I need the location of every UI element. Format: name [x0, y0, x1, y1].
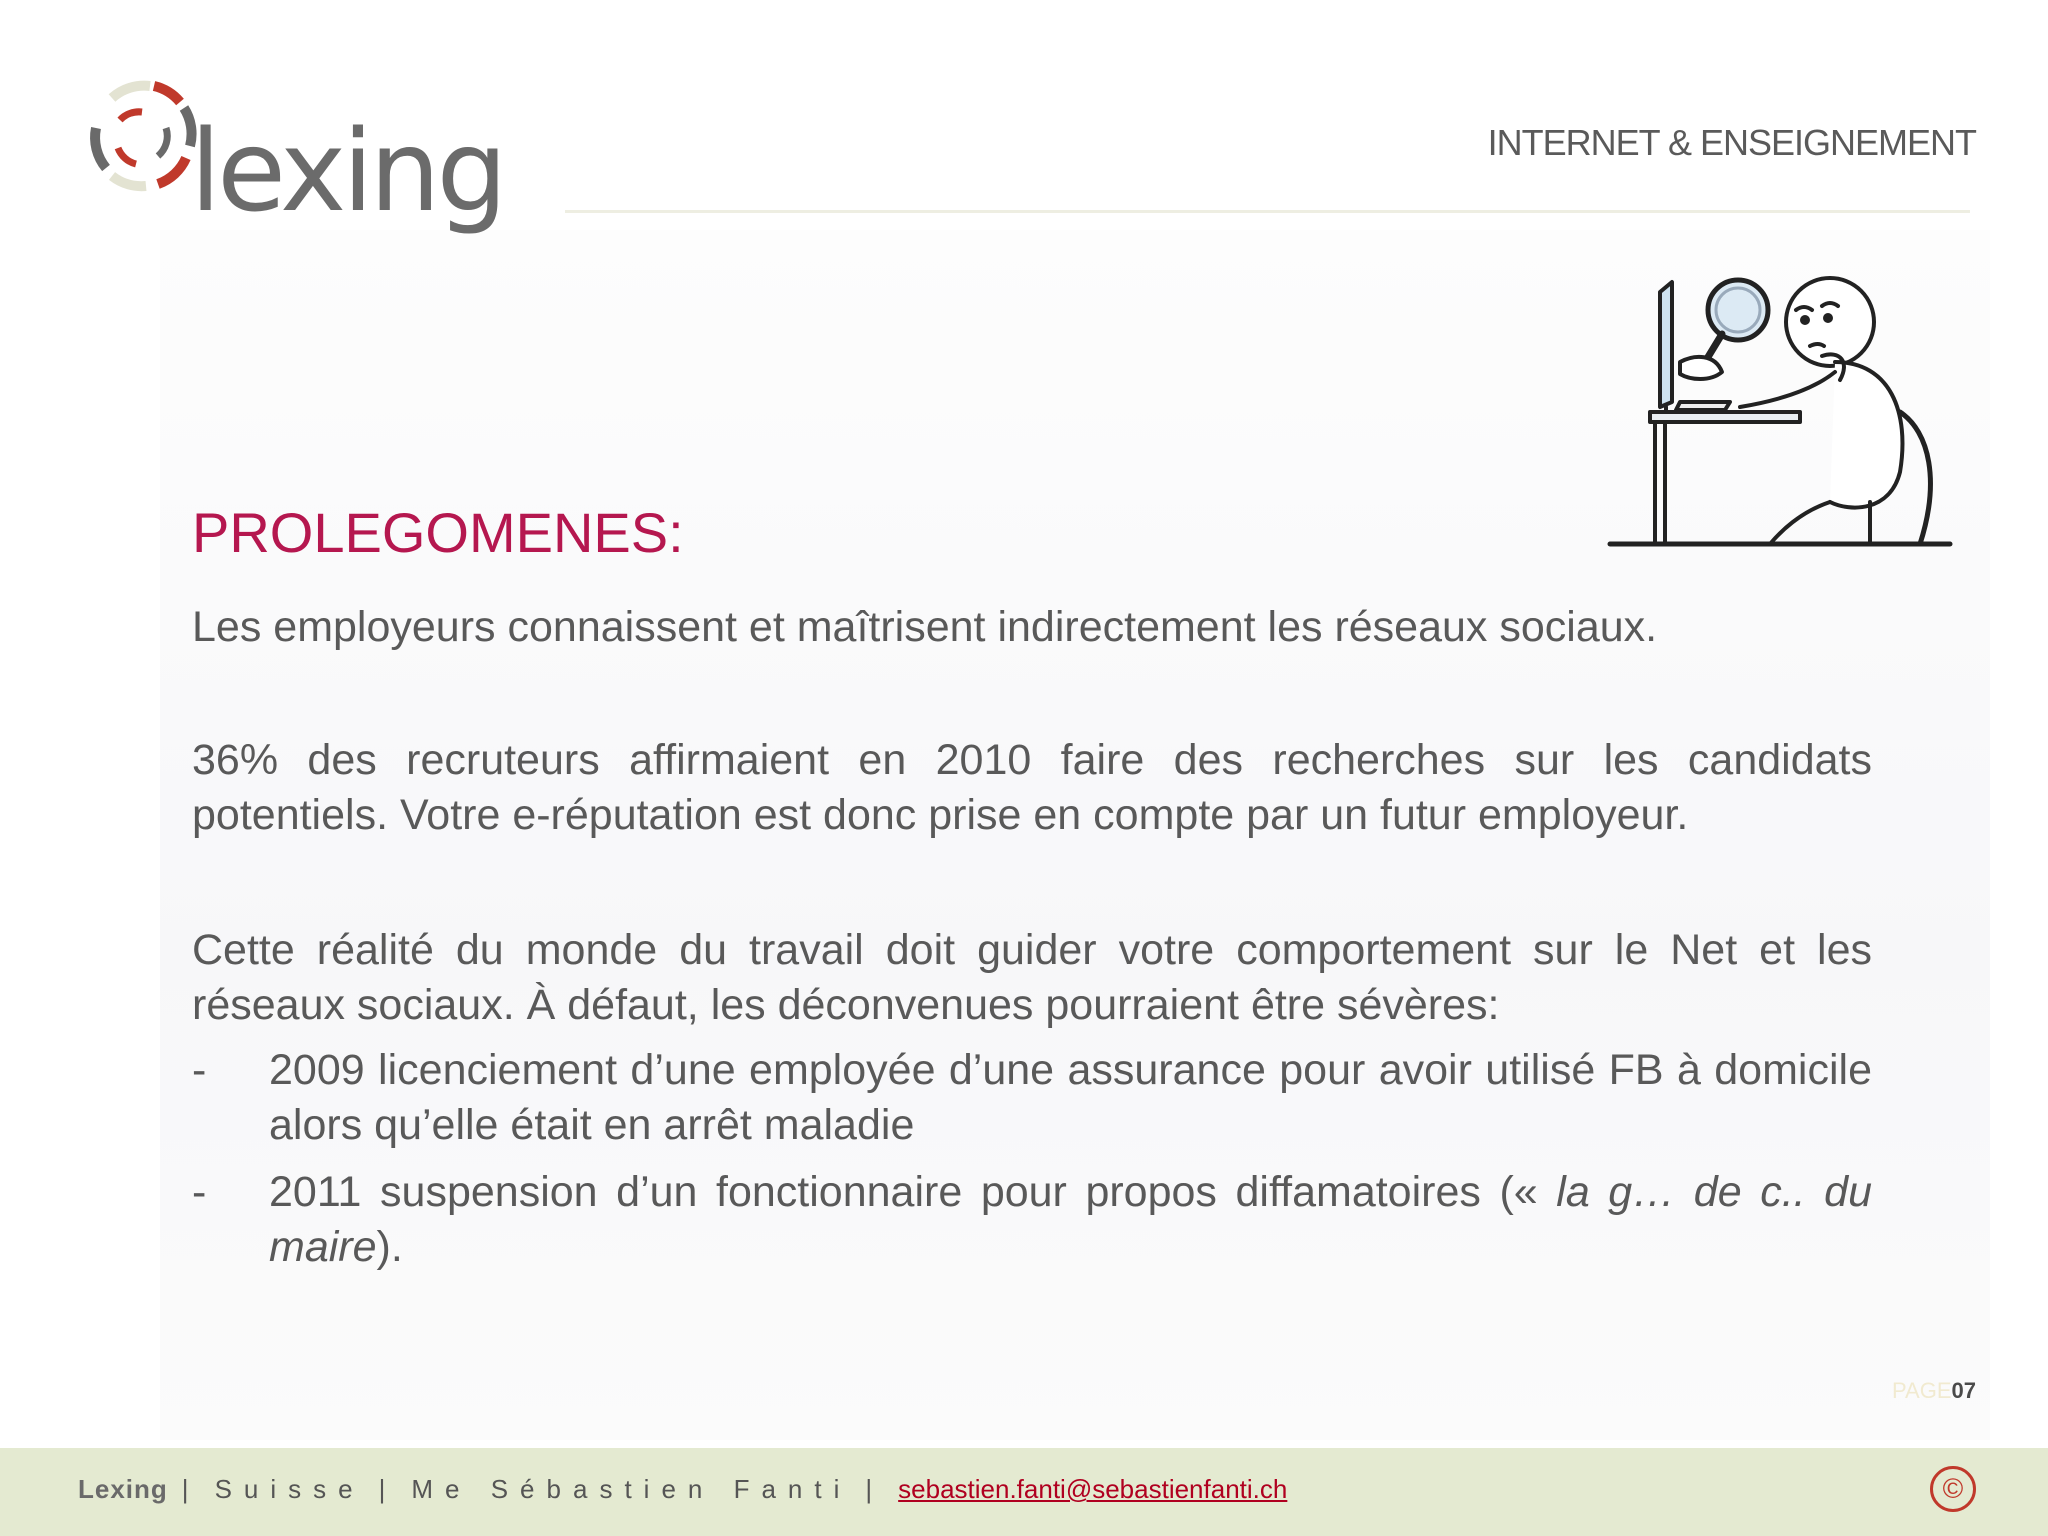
lexing-logo-ring-icon: [95, 86, 192, 187]
footer-brand: Lexing: [78, 1474, 168, 1504]
page-label: PAGE: [1892, 1378, 1952, 1403]
bullet-text-after: ).: [376, 1223, 403, 1271]
footer-separator: |: [181, 1474, 189, 1504]
bullet-text: 2009 licenciement d’une employée d’une assurance pour avoir utilisé FB à domicile alors qu’elle était en arrêt maladie: [269, 1046, 1872, 1149]
footer-country: Suisse: [214, 1474, 365, 1504]
lexing-logo: [72, 80, 572, 300]
brand-wordmark: lexing: [190, 107, 504, 237]
section-title: INTERNET & ENSEIGNEMENT: [1487, 122, 1976, 163]
bullet-dash: -: [192, 1046, 207, 1094]
footer-text: [78, 1474, 1287, 1505]
lexing-logo-inner-icon: [118, 112, 167, 164]
paragraph-employers: Les employeurs connaissent et maîtrisent indirectement les réseaux sociaux.: [192, 603, 1658, 651]
slide-heading: PROLEGOMENES:: [192, 500, 684, 564]
footer-bar: [0, 1448, 2048, 1536]
paragraph-reality: Cette réalité du monde du travail doit guider votre comportement sur le Net et les réseaux sociaux. À défaut, les déconvenues pourraient être sévères:: [192, 926, 1872, 1029]
footer-separator: |: [865, 1474, 873, 1504]
person-at-computer-with-magnifier-icon: [1600, 262, 1960, 552]
slide-body: [192, 600, 1872, 1287]
page-number-value: 07: [1951, 1378, 1976, 1403]
footer-email-link[interactable]: sebastien.fanti@sebastienfanti.ch: [898, 1474, 1288, 1504]
list-item: [192, 1043, 1872, 1153]
page-number: [1892, 1378, 1976, 1404]
paragraph-recruiters: 36% des recruteurs affirmaient en 2010 faire des recherches sur les candidats potentiels. Votre e-réputation est donc prise en compte par un futur employeur.: [192, 736, 1872, 839]
bullet-text-italic: la g… de c.. du maire: [269, 1168, 1872, 1271]
list-item: [192, 1165, 1872, 1275]
footer-author: Me Sébastien Fanti: [411, 1474, 852, 1504]
header-divider: [565, 210, 1970, 213]
copyright-icon: ©: [1930, 1466, 1976, 1512]
bullet-text-before: 2011 suspension d’un fonctionnaire pour propos diffamatoires («: [269, 1168, 1557, 1216]
consequences-list: [192, 1043, 1872, 1275]
footer-separator: |: [378, 1474, 386, 1504]
bullet-dash: -: [192, 1168, 207, 1216]
